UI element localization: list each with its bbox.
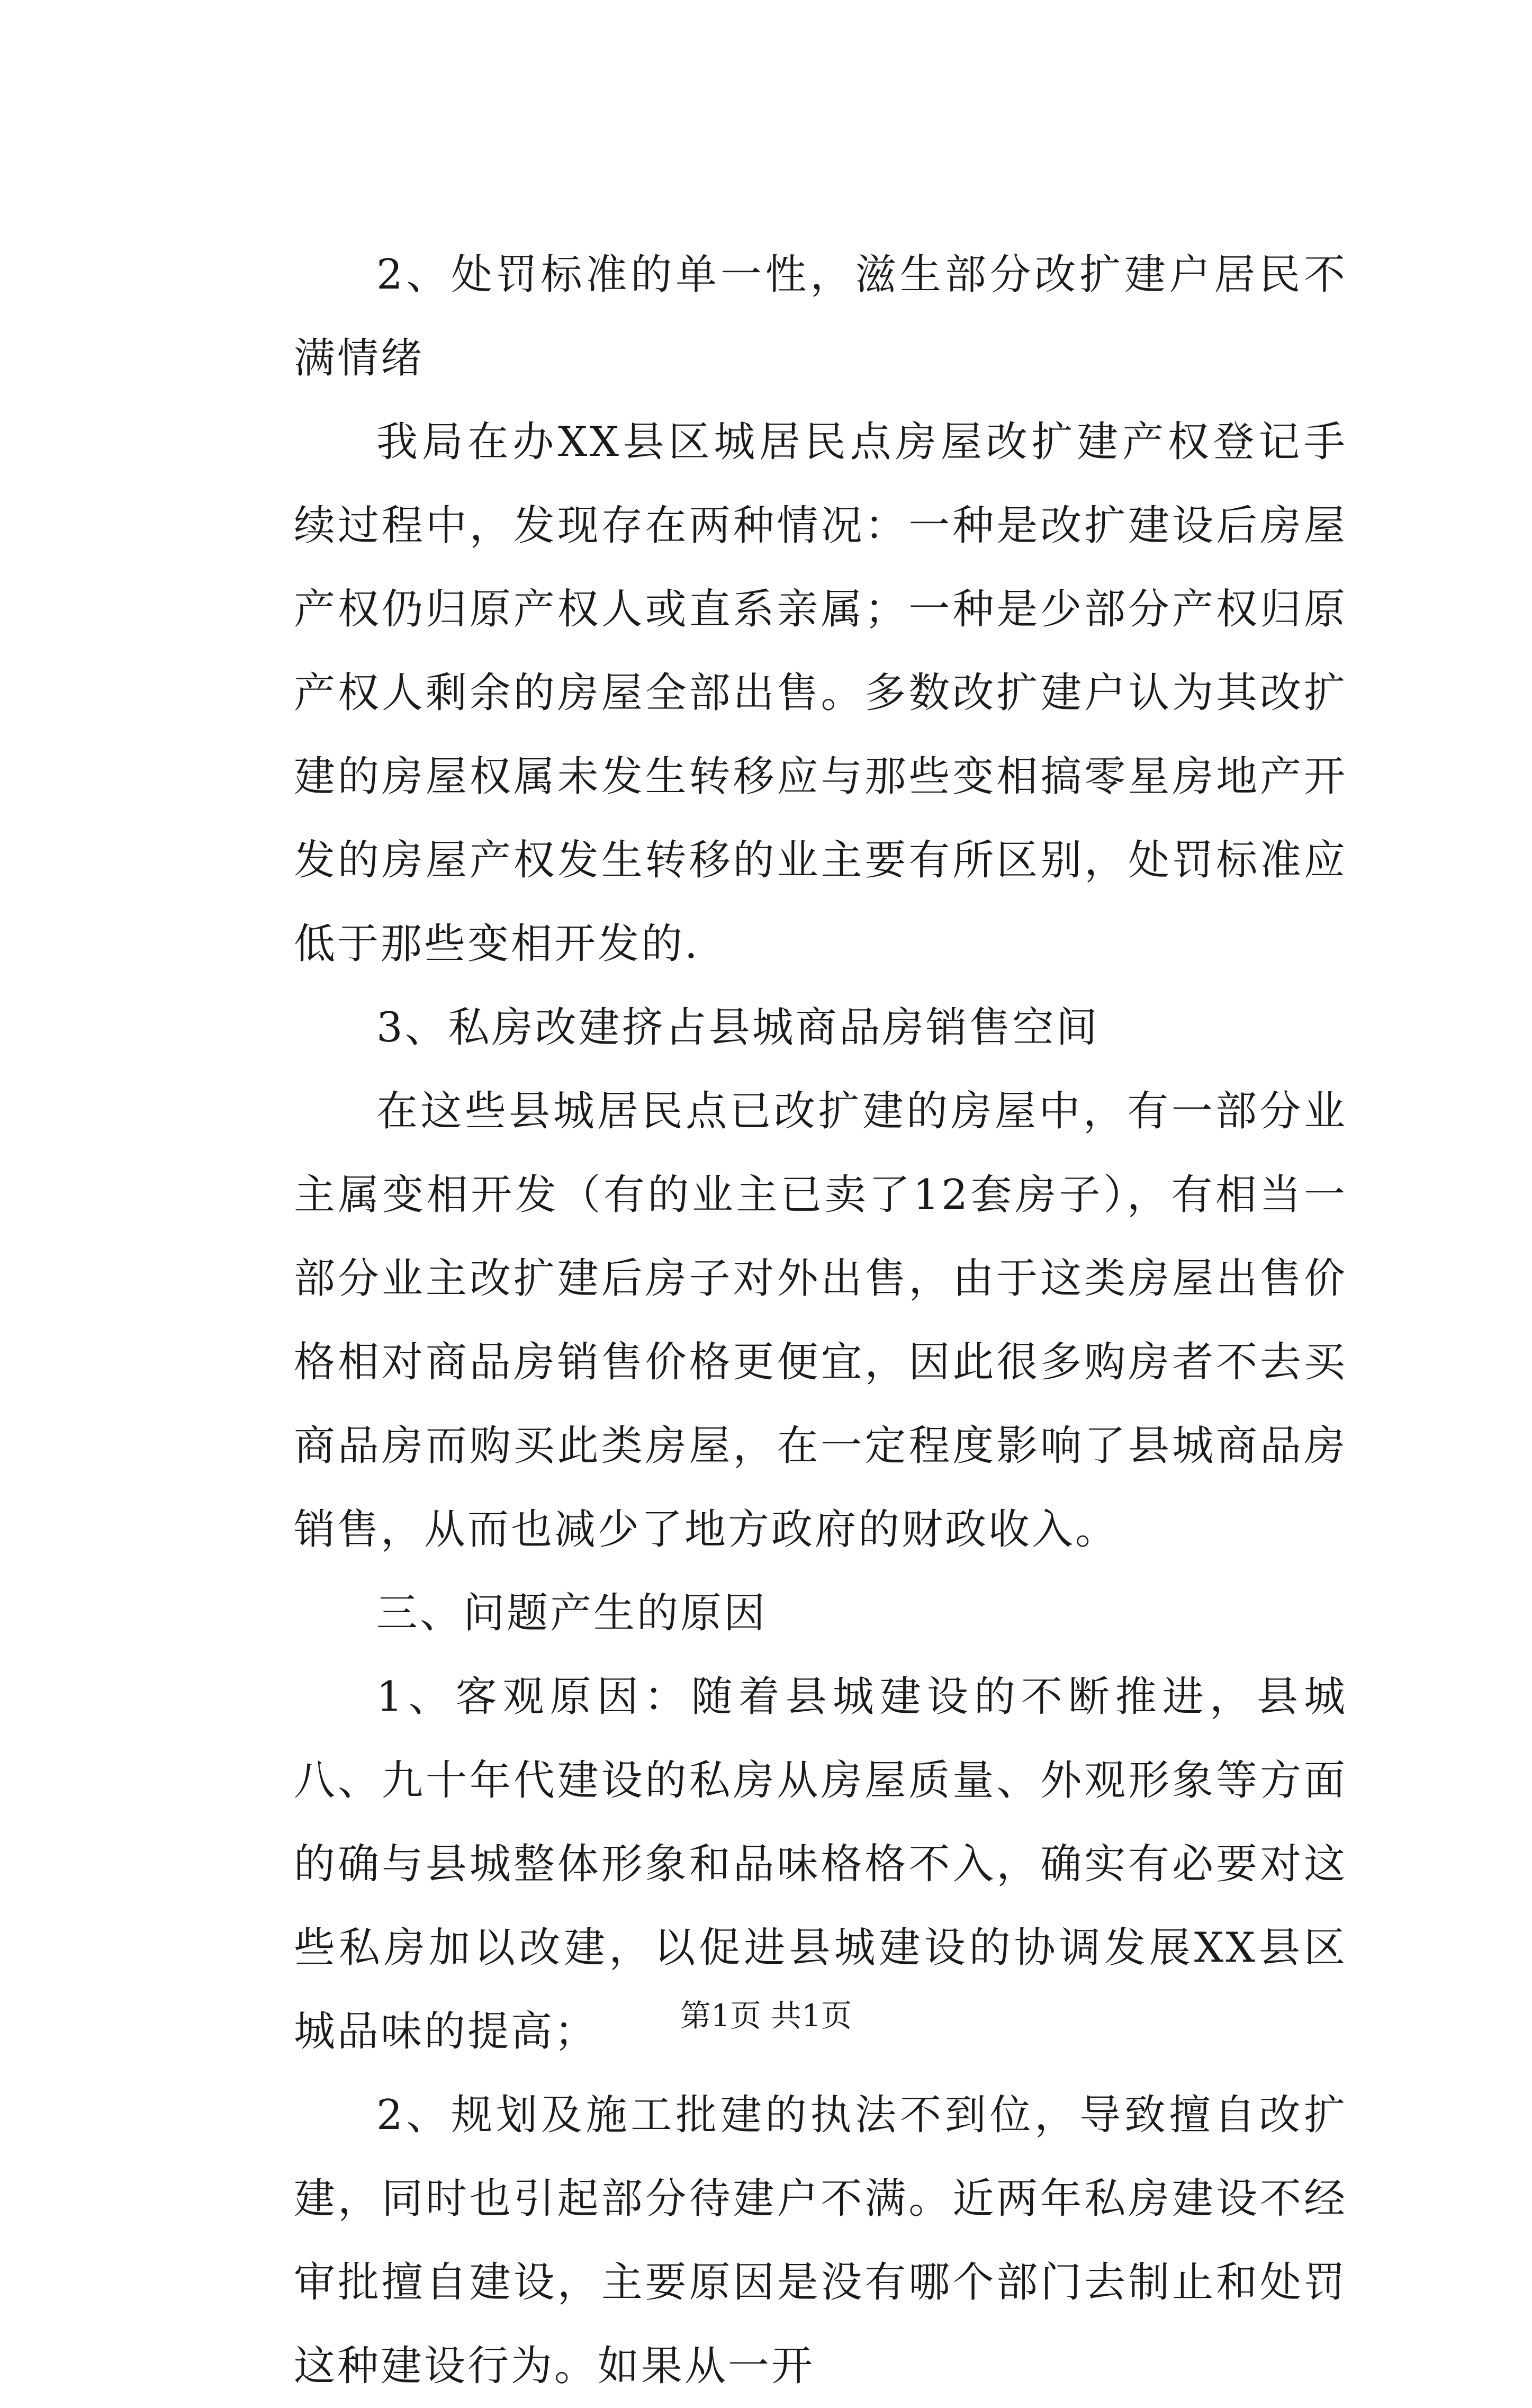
paragraph-objective-cause: 1、客观原因：随着县城建设的不断推进，县城八、九十年代建设的私房从房屋质量、外观形象等方面的确与县城整体形象和品味格格不入，确实有必要对这些私房加以改建，以促进县城建设的协调发展XX县区城品味的提高； bbox=[294, 1673, 1347, 2055]
document-body bbox=[294, 233, 1347, 2408]
paragraph-heading-punishment-standard: 2、处罚标准的单一性，滋生部分改扩建户居民不满情绪 bbox=[294, 251, 1347, 382]
page-footer: 第1页 共1页 bbox=[680, 1998, 852, 2034]
paragraph-registration-situation: 我局在办XX县区城居民点房屋改扩建产权登记手续过程中，发现存在两种情况：一种是改扩建设后房屋产权仍归原产权人或直系亲属；一种是少部分产权归原产权人剩余的房屋全部出售。多数改扩建户认为其改扩建的房屋权属未发生转移应与那些变相搞零星房地产开发的房屋产权发生转移的业主要有所区别，处罚标准应低于那些变相开发的. bbox=[294, 418, 1347, 968]
paragraph-enforcement-cause: 2、规划及施工批建的执法不到位，导致擅自改扩建，同时也引起部分待建户不满。近两年私房建设不经审批擅自建设，主要原因是没有哪个部门去制止和处罚这种建设行为。如果从一开 bbox=[294, 2091, 1347, 2390]
paragraph-housing-sales-impact: 在这些县城居民点已改扩建的房屋中，有一部分业主属变相开发（有的业主已卖了12套房子），有相当一部分业主改扩建后房子对外出售，由于这类房屋出售价格相对商品房销售价格更便宜，因此很多购房者不去买商品房而购买此类房屋，在一定程度影响了县城商品房销售，从而也减少了地方政府的财政收入。 bbox=[294, 1088, 1347, 1553]
paragraph-heading-private-housing: 3、私房改建挤占县城商品房销售空间 bbox=[376, 1004, 1100, 1052]
section-heading-causes: 三、问题产生的原因 bbox=[376, 1589, 768, 1637]
